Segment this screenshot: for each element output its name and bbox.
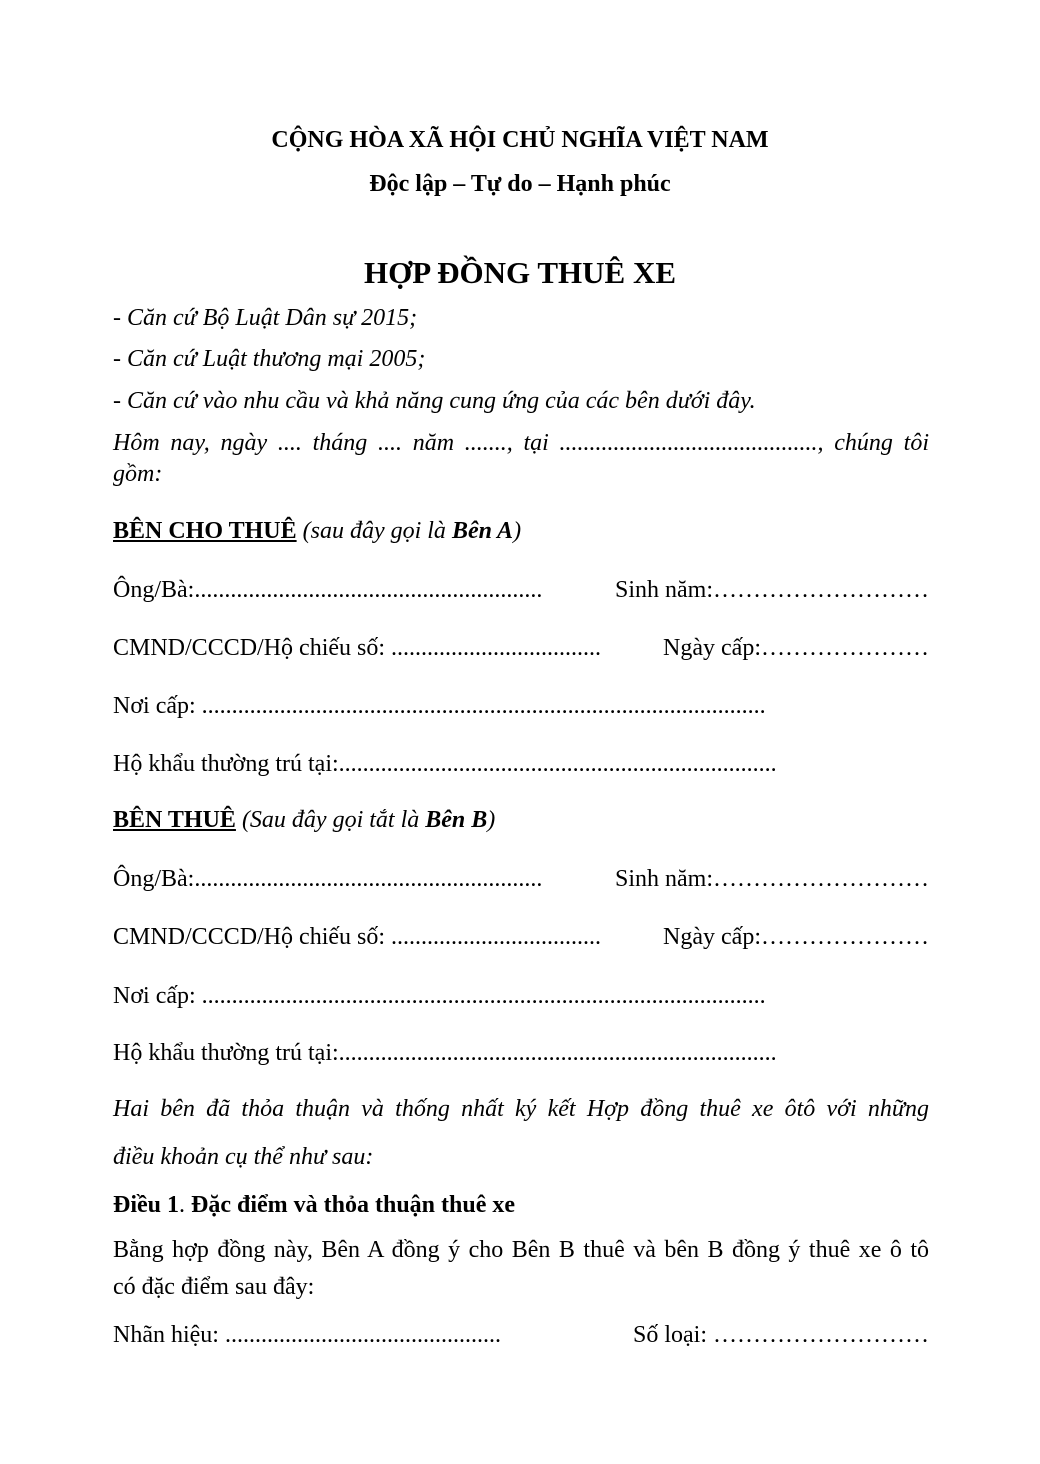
- vehicle-brand-field: Nhãn hiệu: ..............................................: [113, 1322, 501, 1348]
- party-a-label: Bên A: [451, 518, 514, 544]
- party-a-id-field: CMND/CCCD/Hộ chiếu số: ...................................: [113, 635, 602, 661]
- party-a-title: BÊN CHO THUÊ: [113, 518, 297, 544]
- basis-line-3: - Căn cứ vào nhu cầu và khả năng cung ứng của các bên dưới đây.: [113, 388, 756, 414]
- article-1-body-line-1: Bằng hợp đồng này, Bên A đồng ý cho Bên B thuê và bên B đồng ý thuê xe ô tô: [113, 1237, 929, 1263]
- party-b-id-field: CMND/CCCD/Hộ chiếu số: ...................................: [113, 924, 602, 950]
- party-b-note-prefix: (Sau đây gọi tắt là: [235, 807, 426, 833]
- party-b-birth-year-field: Sinh năm:………………………: [614, 866, 929, 892]
- article-1-heading: [113, 1193, 515, 1217]
- basis-line-1: - Căn cứ Bộ Luật Dân sự 2015;: [113, 305, 418, 331]
- party-a-residence-field: Hộ khẩu thường trú tại:.........................................................................: [113, 751, 777, 777]
- party-b-name-field: Ông/Bà:..........................................................: [113, 866, 543, 892]
- party-a-note-prefix: (sau đây gọi là: [296, 518, 452, 544]
- party-b-label: Bên B: [425, 807, 488, 833]
- party-a-issue-place-field: Nơi cấp: ..............................................................................................: [113, 693, 766, 719]
- party-b-note-suffix: ): [487, 807, 496, 833]
- article-1-number: Điều 1: [113, 1192, 179, 1218]
- agreement-line-2: điều khoản cụ thể như sau:: [113, 1144, 374, 1170]
- party-a-id-row: [113, 636, 929, 660]
- article-1-separator: .: [179, 1192, 191, 1218]
- article-1-body-line-2: có đặc điểm sau đây:: [113, 1274, 315, 1300]
- party-b-heading: [113, 808, 495, 832]
- intro-line-2: gồm:: [113, 461, 163, 487]
- vehicle-brand-row: [113, 1323, 929, 1347]
- party-b-residence-field: Hộ khẩu thường trú tại:.........................................................................: [113, 1040, 777, 1066]
- party-b-issue-date-field: Ngày cấp:…………………: [663, 924, 929, 950]
- document-title: HỢP ĐỒNG THUÊ XE: [363, 255, 677, 290]
- party-b-title: BÊN THUÊ: [113, 807, 236, 833]
- basis-line-2: - Căn cứ Luật thương mại 2005;: [113, 346, 426, 372]
- vehicle-model-field: Số loại: ………………………: [632, 1322, 929, 1348]
- party-b-issue-place-field: Nơi cấp: ..............................................................................................: [113, 983, 766, 1009]
- article-1-title: Đặc điểm và thỏa thuận thuê xe: [191, 1192, 516, 1218]
- party-a-note-suffix: ): [513, 518, 522, 544]
- intro-line-1: Hôm nay, ngày .... tháng .... năm ......., tại ..........................................., chúng tôi: [113, 430, 929, 456]
- national-title: CỘNG HÒA XÃ HỘI CHỦ NGHĨA VIỆT NAM: [271, 127, 769, 153]
- national-motto: Độc lập – Tự do – Hạnh phúc: [369, 171, 671, 197]
- party-a-birth-year-field: Sinh năm:………………………: [614, 577, 929, 603]
- party-a-issue-date-field: Ngày cấp:…………………: [663, 635, 929, 661]
- party-b-name-row: [113, 867, 929, 891]
- party-a-name-row: [113, 578, 929, 602]
- party-b-id-row: [113, 925, 929, 949]
- party-a-heading: [113, 519, 521, 543]
- party-a-name-field: Ông/Bà:..........................................................: [113, 577, 543, 603]
- agreement-line-1: Hai bên đã thỏa thuận và thống nhất ký kết Hợp đồng thuê xe ôtô với những: [113, 1096, 929, 1122]
